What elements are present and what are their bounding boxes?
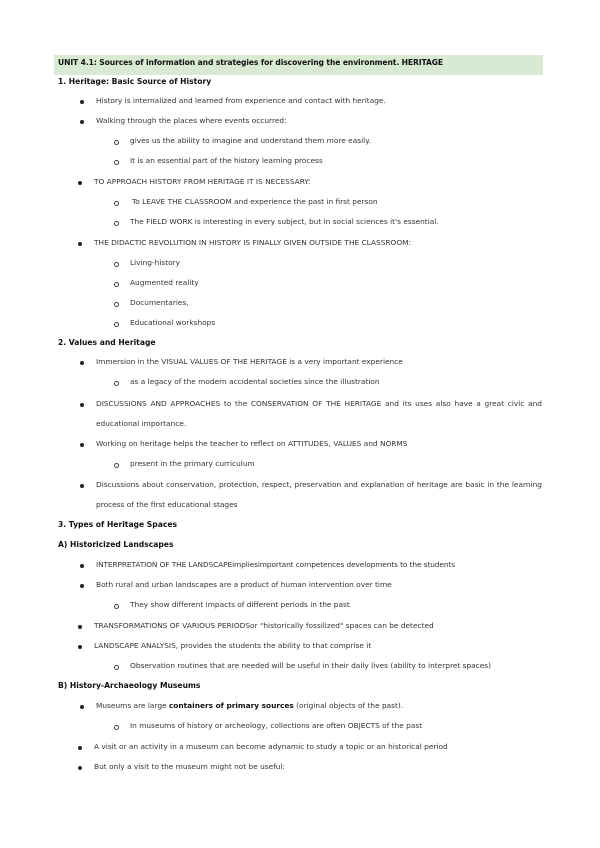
subsection-b-heading: B) History-Archaeology Museums <box>58 681 201 690</box>
list-item: DISCUSSIONS AND APPROACHES to the CONSERVATION OF THE HERITAGE and its uses also have a great civic and <box>96 399 542 408</box>
list-item: History is internalized and learned from experience and contact with heritage. <box>96 96 386 105</box>
bullet <box>80 705 84 709</box>
list-item: present in the primary curriculum <box>130 459 255 468</box>
bullet <box>80 403 84 407</box>
sub-bullet <box>114 201 119 206</box>
emphasis: containers of primary sources <box>168 701 294 710</box>
sub-bullet <box>114 381 119 386</box>
bullet <box>80 564 84 568</box>
list-item: TO APPROACH HISTORY FROM HERITAGE IT IS NECESSARY: <box>94 177 311 186</box>
list-item: LANDSCAPE ANALYSIS, provides the students the ability to that comprise it <box>94 641 372 650</box>
list-item: Immersion in the VISUAL VALUES OF THE HERITAGE is a very important experience <box>96 357 403 366</box>
sub-bullet <box>114 604 119 609</box>
list-item-continued: process of the first educational stages <box>96 500 238 509</box>
sub-bullet <box>114 221 119 226</box>
list-item: INTERPRETATION OF THE LANDSCAPEimpliesimportant competences developments to the students <box>96 560 455 569</box>
sub-bullet <box>114 160 119 165</box>
sub-bullet <box>114 665 119 670</box>
list-item: Walking through the places where events occurred: <box>96 116 287 125</box>
bullet <box>80 120 84 124</box>
list-item: Living-history <box>130 258 181 267</box>
bullet <box>78 766 82 770</box>
list-item <box>96 701 403 711</box>
list-item: Observation routines that are needed will be useful in their daily lives (ability to interpret spaces) <box>130 661 492 670</box>
subsection-a-heading: A) Historicized Landscapes <box>58 540 174 549</box>
bullet <box>80 584 84 588</box>
bullet <box>80 443 84 447</box>
list-item: To LEAVE THE CLASSROOM and experience the past in first person <box>132 197 378 206</box>
list-item: In museums of history or archeology, collections are often OBJECTS of the past <box>130 721 423 730</box>
sub-bullet <box>114 322 119 327</box>
bullet <box>78 181 82 185</box>
bullet <box>78 242 82 246</box>
list-item: Educational workshops <box>130 318 216 327</box>
section-1-heading: 1. Heritage: Basic Source of History <box>58 77 212 86</box>
list-item: Augmented reality <box>130 278 199 287</box>
section-3-heading: 3. Types of Heritage Spaces <box>58 520 177 529</box>
sub-bullet <box>114 302 119 307</box>
bullet <box>80 100 84 104</box>
section-2-heading: 2. Values and Heritage <box>58 338 156 347</box>
list-item: Discussions about conservation, protection, respect, preservation and explanation of heritage are basic in the learning <box>96 480 542 489</box>
list-item: THE DIDACTIC REVOLUTION IN HISTORY IS FINALLY GIVEN OUTSIDE THE CLASSROOM: <box>94 238 412 247</box>
list-item: Documentaries, <box>130 298 189 307</box>
bullet <box>80 361 84 365</box>
list-item: They show different impacts of different periods in the past <box>130 600 350 609</box>
sub-bullet <box>114 282 119 287</box>
list-item: A visit or an activity in a museum can become adynamic to study a topic or an historical period <box>94 742 448 751</box>
sub-bullet <box>114 463 119 468</box>
sub-bullet <box>114 262 119 267</box>
list-item: TRANSFORMATIONS OF VARIOUS PERIODSor "historically fossilized" spaces can be detected <box>94 621 434 630</box>
bullet <box>80 484 84 488</box>
text-run: Museums are large <box>96 701 169 710</box>
list-item-continued: educational importance. <box>96 419 187 428</box>
sub-bullet <box>114 140 119 145</box>
list-item: It is an essential part of the history learning process <box>130 156 323 165</box>
bullet <box>78 746 82 750</box>
list-item: But only a visit to the museum might not be useful: <box>94 762 286 771</box>
list-item: Both rural and urban landscapes are a product of human intervention over time <box>96 580 392 589</box>
bullet <box>78 645 82 649</box>
list-item: Working on heritage helps the teacher to reflect on ATTITUDES, VALUES and NORMS <box>96 439 408 448</box>
bullet <box>78 625 82 629</box>
page-title: UNIT 4.1: Sources of information and strategies for discovering the environment. HERITAGE <box>58 58 443 67</box>
list-item: as a legacy of the modern accidental societies since the illustration <box>130 377 380 386</box>
list-item: The FIELD WORK is interesting in every subject, but in social sciences it's essential. <box>130 217 439 226</box>
sub-bullet <box>114 725 119 730</box>
list-item: gives us the ability to imagine and understand them more easily. <box>130 136 371 145</box>
text-run: (original objects of the past). <box>293 701 404 710</box>
